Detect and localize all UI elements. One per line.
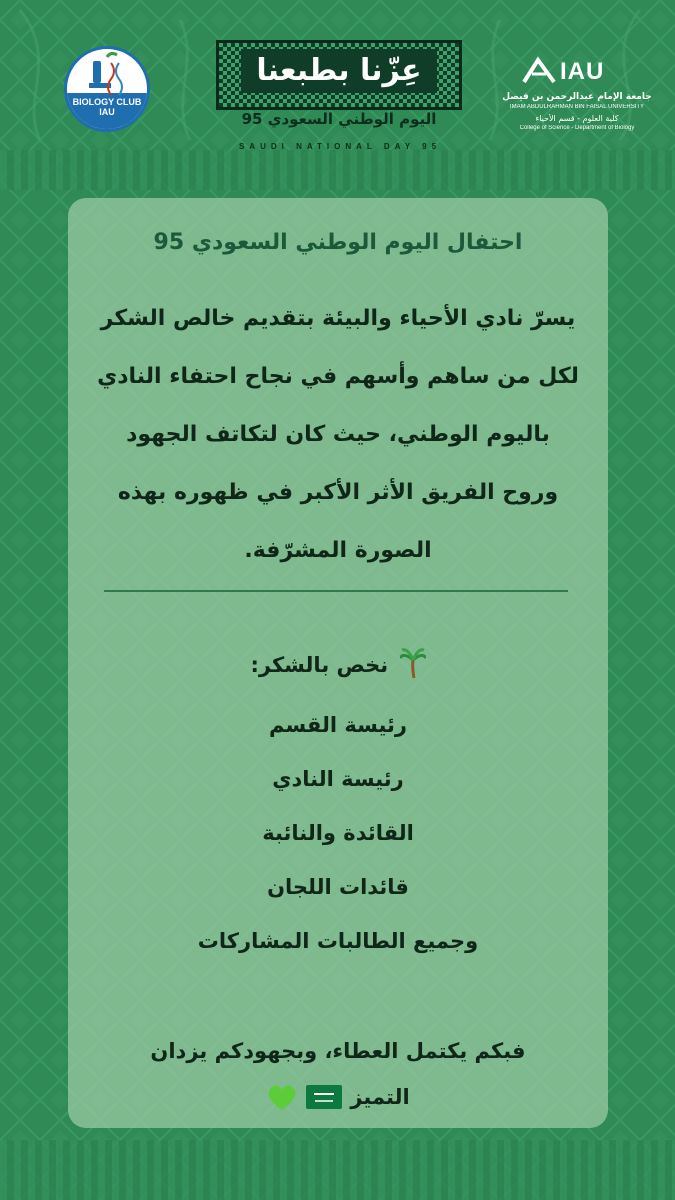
body-line: الصورة المشرّفة. <box>244 538 432 563</box>
closing-line2: التميز <box>350 1085 410 1109</box>
body-line: لكل من ساهم وأسهم في نجاح احتفاء النادي <box>97 364 579 389</box>
thanks-title-text: نخص بالشكر: <box>250 653 389 677</box>
body-line: يسرّ نادي الأحياء والبيئة بتقديم خالص الشكر <box>100 306 576 331</box>
university-mark-icon <box>520 54 558 88</box>
palm-tree-icon <box>400 648 426 678</box>
green-heart-icon <box>266 1083 298 1111</box>
list-item: القائدة والنائبة <box>262 821 414 845</box>
closing-message <box>88 1028 588 1120</box>
divider <box>104 590 568 592</box>
closing-line2-wrap <box>266 1074 409 1120</box>
university-logo <box>492 54 662 140</box>
campaign-title-box <box>216 40 462 110</box>
card-body <box>96 290 580 580</box>
thanks-list <box>68 698 608 968</box>
closing-line1: فبكم يكتمل العطاء، وبجهودكم يزدان <box>150 1039 526 1063</box>
campaign-english-title: SAUDI NATIONAL DAY 95 <box>238 142 442 151</box>
biology-club-logo <box>64 46 150 132</box>
list-item: رئيسة القسم <box>269 713 407 737</box>
body-line: باليوم الوطني، حيث كان لتكاتف الجهود <box>126 422 550 447</box>
list-item: قائدات اللجان <box>267 875 409 899</box>
club-name-line2: IAU <box>99 107 115 117</box>
department-en: College of Science - Department of Biology <box>519 125 635 131</box>
campaign-subtitle: اليوم الوطني السعودي 95 <box>241 110 437 128</box>
university-name-en: IMAM ABDULRAHMAN BIN FAISAL UNIVERSITY <box>509 104 645 110</box>
card-heading: احتفال اليوم الوطني السعودي 95 <box>153 230 523 255</box>
university-abbr: IAU <box>560 58 605 85</box>
university-name-ar: جامعة الإمام عبدالرحمن بن فيصل <box>502 92 652 102</box>
campaign-title: عِزّنا بطبعنا <box>241 49 437 93</box>
club-name-line1: BIOLOGY CLUB <box>72 97 142 107</box>
list-item: رئيسة النادي <box>272 767 404 791</box>
announcement-card <box>68 198 608 1128</box>
list-item: وجميع الطالبات المشاركات <box>197 929 479 953</box>
thanks-title <box>68 648 608 682</box>
microscope-icon <box>67 49 147 129</box>
department-ar: كلية العلوم - قسم الأحياء <box>535 114 619 123</box>
saudi-flag-icon <box>306 1085 342 1109</box>
body-line: وروح الفريق الأثر الأكبر في ظهوره بهذه <box>117 480 559 505</box>
